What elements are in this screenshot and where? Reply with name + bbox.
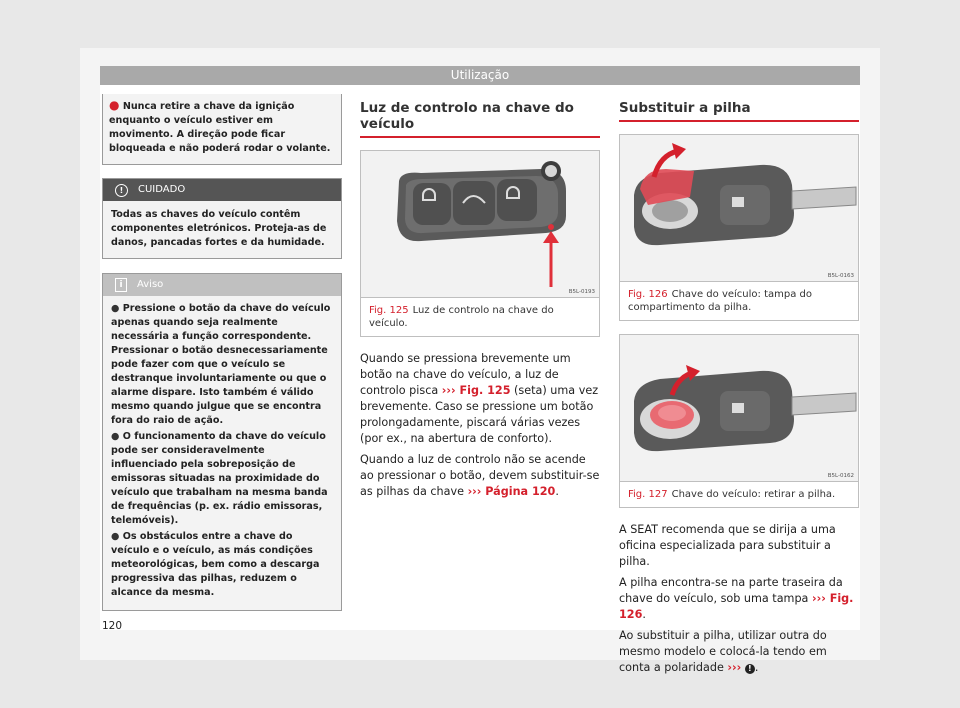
- section-title-luz: Luz de controlo na chave do veículo: [360, 100, 600, 138]
- pilha-paragraph-3: Ao substituir a pilha, utilizar outra do mesmo modelo e colocá-la tendo em conta a polaridade ››› ! .: [619, 629, 827, 674]
- aviso-header: [103, 274, 341, 296]
- figure-127: [619, 334, 859, 508]
- page-120-link[interactable]: ››› Página 120: [467, 485, 556, 498]
- aviso-item: ● Os obstáculos entre a chave do veículo e o veículo, as más condições meteorológicas, bem como a descarga progressiva das pilhas, reduzem o alcance da mesma.: [111, 531, 320, 598]
- pilha-paragraph-2: A pilha encontra-se na parte traseira da chave do veículo, sob uma tampa ››› Fig. 126.: [619, 576, 854, 621]
- aviso-item: ● Pressione o botão da chave do veículo apenas quando seja realmente necessária a função correspondente. Pressionar o botão desnecessariamente pode fazer com que o veículo se destranque involuntariamente ou que o alarme dispare. Isto também é válido mesmo quando julgue que se encontra fora do raio de ação.: [111, 303, 331, 426]
- figure-126-image: [620, 135, 858, 282]
- battery-cover-illustration: [620, 135, 858, 281]
- section-title-pilha: Substituir a pilha: [619, 100, 859, 122]
- warning-link[interactable]: ››› !: [727, 661, 754, 674]
- aviso-body: [103, 296, 341, 610]
- figure-125-caption: Fig. 125 Luz de controlo na chave do veículo.: [369, 305, 554, 329]
- figure-125-image: [361, 151, 599, 298]
- figure-code: B5L-0193: [568, 289, 595, 295]
- caution-title: CUIDADO: [138, 184, 186, 195]
- figure-127-image: [620, 335, 858, 482]
- figure-126: [619, 134, 859, 321]
- bullet-icon: ●: [111, 431, 123, 442]
- fig-126-link[interactable]: ››› Fig. 126: [619, 592, 854, 621]
- fig-125-link[interactable]: ››› Fig. 125: [441, 384, 511, 397]
- caution-header: [103, 179, 341, 201]
- caution-box: [102, 178, 342, 259]
- figure-127-caption: Fig. 127 Chave do veículo: retirar a pilha.: [628, 489, 836, 500]
- car-key-illustration: [361, 151, 599, 297]
- figure-code: B5L-0163: [827, 273, 854, 279]
- bullet-icon: ●: [111, 531, 123, 542]
- figure-125: [360, 150, 600, 337]
- column-left: [102, 94, 342, 611]
- aviso-item: ● O funcionamento da chave do veículo pode ser consideravelmente influenciado pela sobreposição de emissoras situadas na proximidade do veículo que trabalham na mesma banda de frequências (p. ex. rádio emissoras, telemóveis).: [111, 431, 328, 526]
- luz-paragraph-1: Quando se pressiona brevemente um botão na chave do veículo, a luz de controlo pisca ››› Fig. 125 (seta) uma vez brevemente. Caso se pressione um botão prolongadamente, piscará várias vezes (por ex., na abertura de conforto).: [360, 352, 599, 445]
- warning-text: Nunca retire a chave da ignição enquanto o veículo estiver em movimento. A direção pode ficar bloqueada e não poderá rodar o volante.: [109, 101, 331, 154]
- bullet-icon: ●: [111, 303, 123, 314]
- column-middle: [360, 94, 600, 505]
- warning-continuation-box: [102, 94, 342, 165]
- chapter-header: Utilização: [100, 66, 860, 85]
- figure-code: B5L-0162: [827, 473, 854, 479]
- pilha-paragraph-1: A SEAT recomenda que se dirija a uma oficina especializada para substituir a pilha.: [619, 523, 836, 568]
- caution-icon: !: [115, 184, 128, 197]
- column-right: [619, 94, 859, 681]
- figure-126-caption: Fig. 126 Chave do veículo: tampa do compartimento da pilha.: [628, 289, 812, 313]
- page-number: 120: [102, 620, 123, 632]
- info-icon: i: [115, 278, 127, 292]
- luz-paragraph-2: Quando a luz de controlo não se acende ao pressionar o botão, devem substituir-se as pilhas da chave ››› Página 120.: [360, 453, 600, 498]
- caution-text: Todas as chaves do veículo contêm componentes eletrónicos. Proteja-as de danos, pancadas fortes e da humidade.: [111, 209, 327, 248]
- aviso-title: Aviso: [137, 279, 164, 290]
- red-bullet-icon: ●: [109, 98, 120, 112]
- exclamation-icon: !: [745, 664, 755, 674]
- aviso-box: [102, 273, 342, 611]
- remove-battery-illustration: [620, 335, 858, 481]
